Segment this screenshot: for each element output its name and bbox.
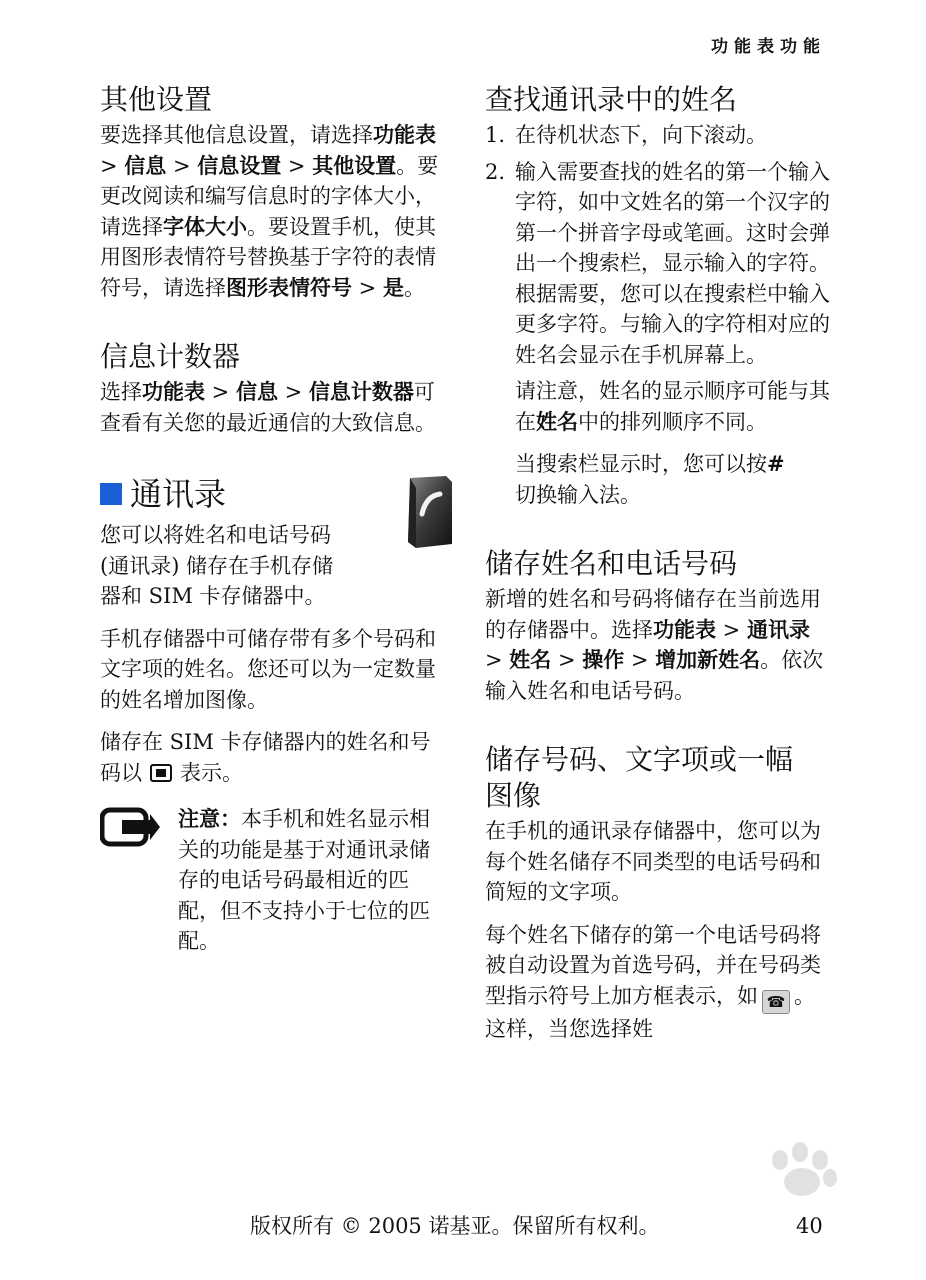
menu-path-term: 功能表	[142, 380, 205, 404]
menu-path-term: 信息	[235, 380, 278, 404]
page-header-title: 功能表功能	[711, 37, 826, 57]
menu-path-term: 图形表情符号	[226, 275, 352, 300]
section-marker-icon	[100, 483, 122, 505]
note-text: 注意：本手机和姓名显示相关的功能是基于对通讯录储存的电话号码最相近的匹配，但不支持小于七位的匹配。	[178, 807, 430, 953]
sim-memory-paragraph: 储存在 SIM 卡存储器内的姓名和号码以 表示。	[100, 730, 431, 785]
menu-path-term: 功能表	[373, 123, 436, 147]
text-run: >	[281, 153, 313, 178]
list-item: 2. 输入需要查找的姓名的第一个输入字符，如中文姓名的第一个汉字的第一个拼音字母或笔画。这时会弹出一个搜索栏，显示输入的字符。根据需要，您可以在搜索栏中输入更多字符。与输入的字符相对应的姓名会显示在手机屏幕上。	[485, 159, 830, 367]
contacts-intro: 您可以将姓名和电话号码 (通讯录) 储存在手机存储器和 SIM 卡存储器中。	[100, 523, 334, 608]
text-run: 要选择其他信息设置，请选择	[100, 123, 373, 147]
text-run: 。要设置手机，使其用图形表情符号替换基于字符的表情符号，请选择	[100, 214, 436, 300]
message-counter-heading: 信息计数器	[100, 340, 241, 373]
note-box	[100, 804, 448, 957]
list-item: 1. 在待机状态下，向下滚动。	[485, 123, 767, 147]
text-run: 。依次输入姓名和电话号码。	[485, 648, 824, 703]
other-settings-paragraph	[100, 120, 448, 303]
text-run: >	[624, 648, 656, 672]
menu-path-term: 是	[382, 275, 404, 300]
save-numbers-paragraph-2: 每个姓名下储存的第一个电话号码将被自动设置为首选号码，并在号码类型指示符号上加方框表示，如 ☎ 。这样，当您选择姓	[485, 922, 821, 1041]
menu-path-term: 增加新姓名	[655, 648, 761, 672]
phone-memory-paragraph: 手机存储器中可储存带有多个号码和文字项的姓名。您还可以为一定数量的姓名增加图像。	[100, 626, 436, 712]
menu-path-term: 其他设置	[312, 153, 397, 178]
text-run: >	[716, 617, 747, 642]
left-column	[100, 82, 448, 957]
contacts-heading-text: 通讯录	[130, 475, 227, 513]
menu-path-term: 功能表	[653, 617, 716, 642]
menu-path-term: 字体大小	[163, 214, 247, 239]
text-run: >	[277, 380, 309, 404]
search-heading: 查找通讯录中的姓名	[485, 83, 738, 116]
save-numbers-paragraph-1: 在手机的通讯录存储器中，您可以为每个姓名储存不同类型的电话号码和简短的文字项。	[485, 819, 821, 904]
baidu-watermark	[660, 1140, 870, 1240]
sim-card-icon	[150, 764, 172, 782]
save-numbers-heading: 储存号码、文字项或一幅图像	[485, 743, 794, 812]
menu-path-term: 信息计数器	[308, 380, 414, 404]
menu-path-term: 通讯录	[746, 617, 810, 642]
phone-number-icon: ☎	[762, 990, 790, 1014]
menu-path-term: 信息设置	[197, 153, 282, 178]
text-run: 。要更改阅读和编写信息时的字体大小，请选择	[100, 153, 439, 239]
contacts-book-icon	[402, 474, 456, 550]
copyright-footer: 版权所有 © 2005 诺基亚。保留所有权利。	[250, 1214, 660, 1238]
text-run: 新增的姓名和号码将储存在当前选用的存储器中。选择	[485, 587, 821, 642]
save-name-heading: 储存姓名和电话号码	[485, 547, 738, 580]
text-run: >	[352, 275, 383, 300]
text-run: 可查看有关您的最近通信的大致信息。	[100, 380, 436, 435]
text-run: 选择	[100, 380, 142, 404]
message-counter-paragraph	[100, 377, 448, 438]
save-name-paragraph	[485, 584, 830, 706]
text-run: >	[551, 648, 583, 672]
search-note-input: 当搜索栏显示时，您可以按# 切换输入法。	[515, 452, 785, 507]
page-number: 40	[796, 1214, 823, 1238]
contacts-section	[100, 474, 448, 612]
text-run: 。	[403, 275, 425, 300]
note-hand-icon	[100, 806, 162, 850]
menu-path-term: 姓名	[509, 648, 552, 672]
search-note-order: 请注意，姓名的显示顺序可能与其在姓名中的排列顺序不同。	[515, 379, 830, 434]
menu-path-term: 信息	[124, 153, 167, 178]
search-steps	[485, 120, 830, 370]
text-run: >	[166, 153, 198, 178]
text-run: >	[485, 648, 510, 672]
text-run: >	[205, 380, 236, 404]
menu-path-term: 操作	[582, 648, 625, 672]
other-settings-heading: 其他设置	[100, 83, 213, 116]
contacts-heading	[100, 474, 448, 514]
text-run: >	[100, 153, 125, 178]
right-column	[485, 82, 830, 1044]
